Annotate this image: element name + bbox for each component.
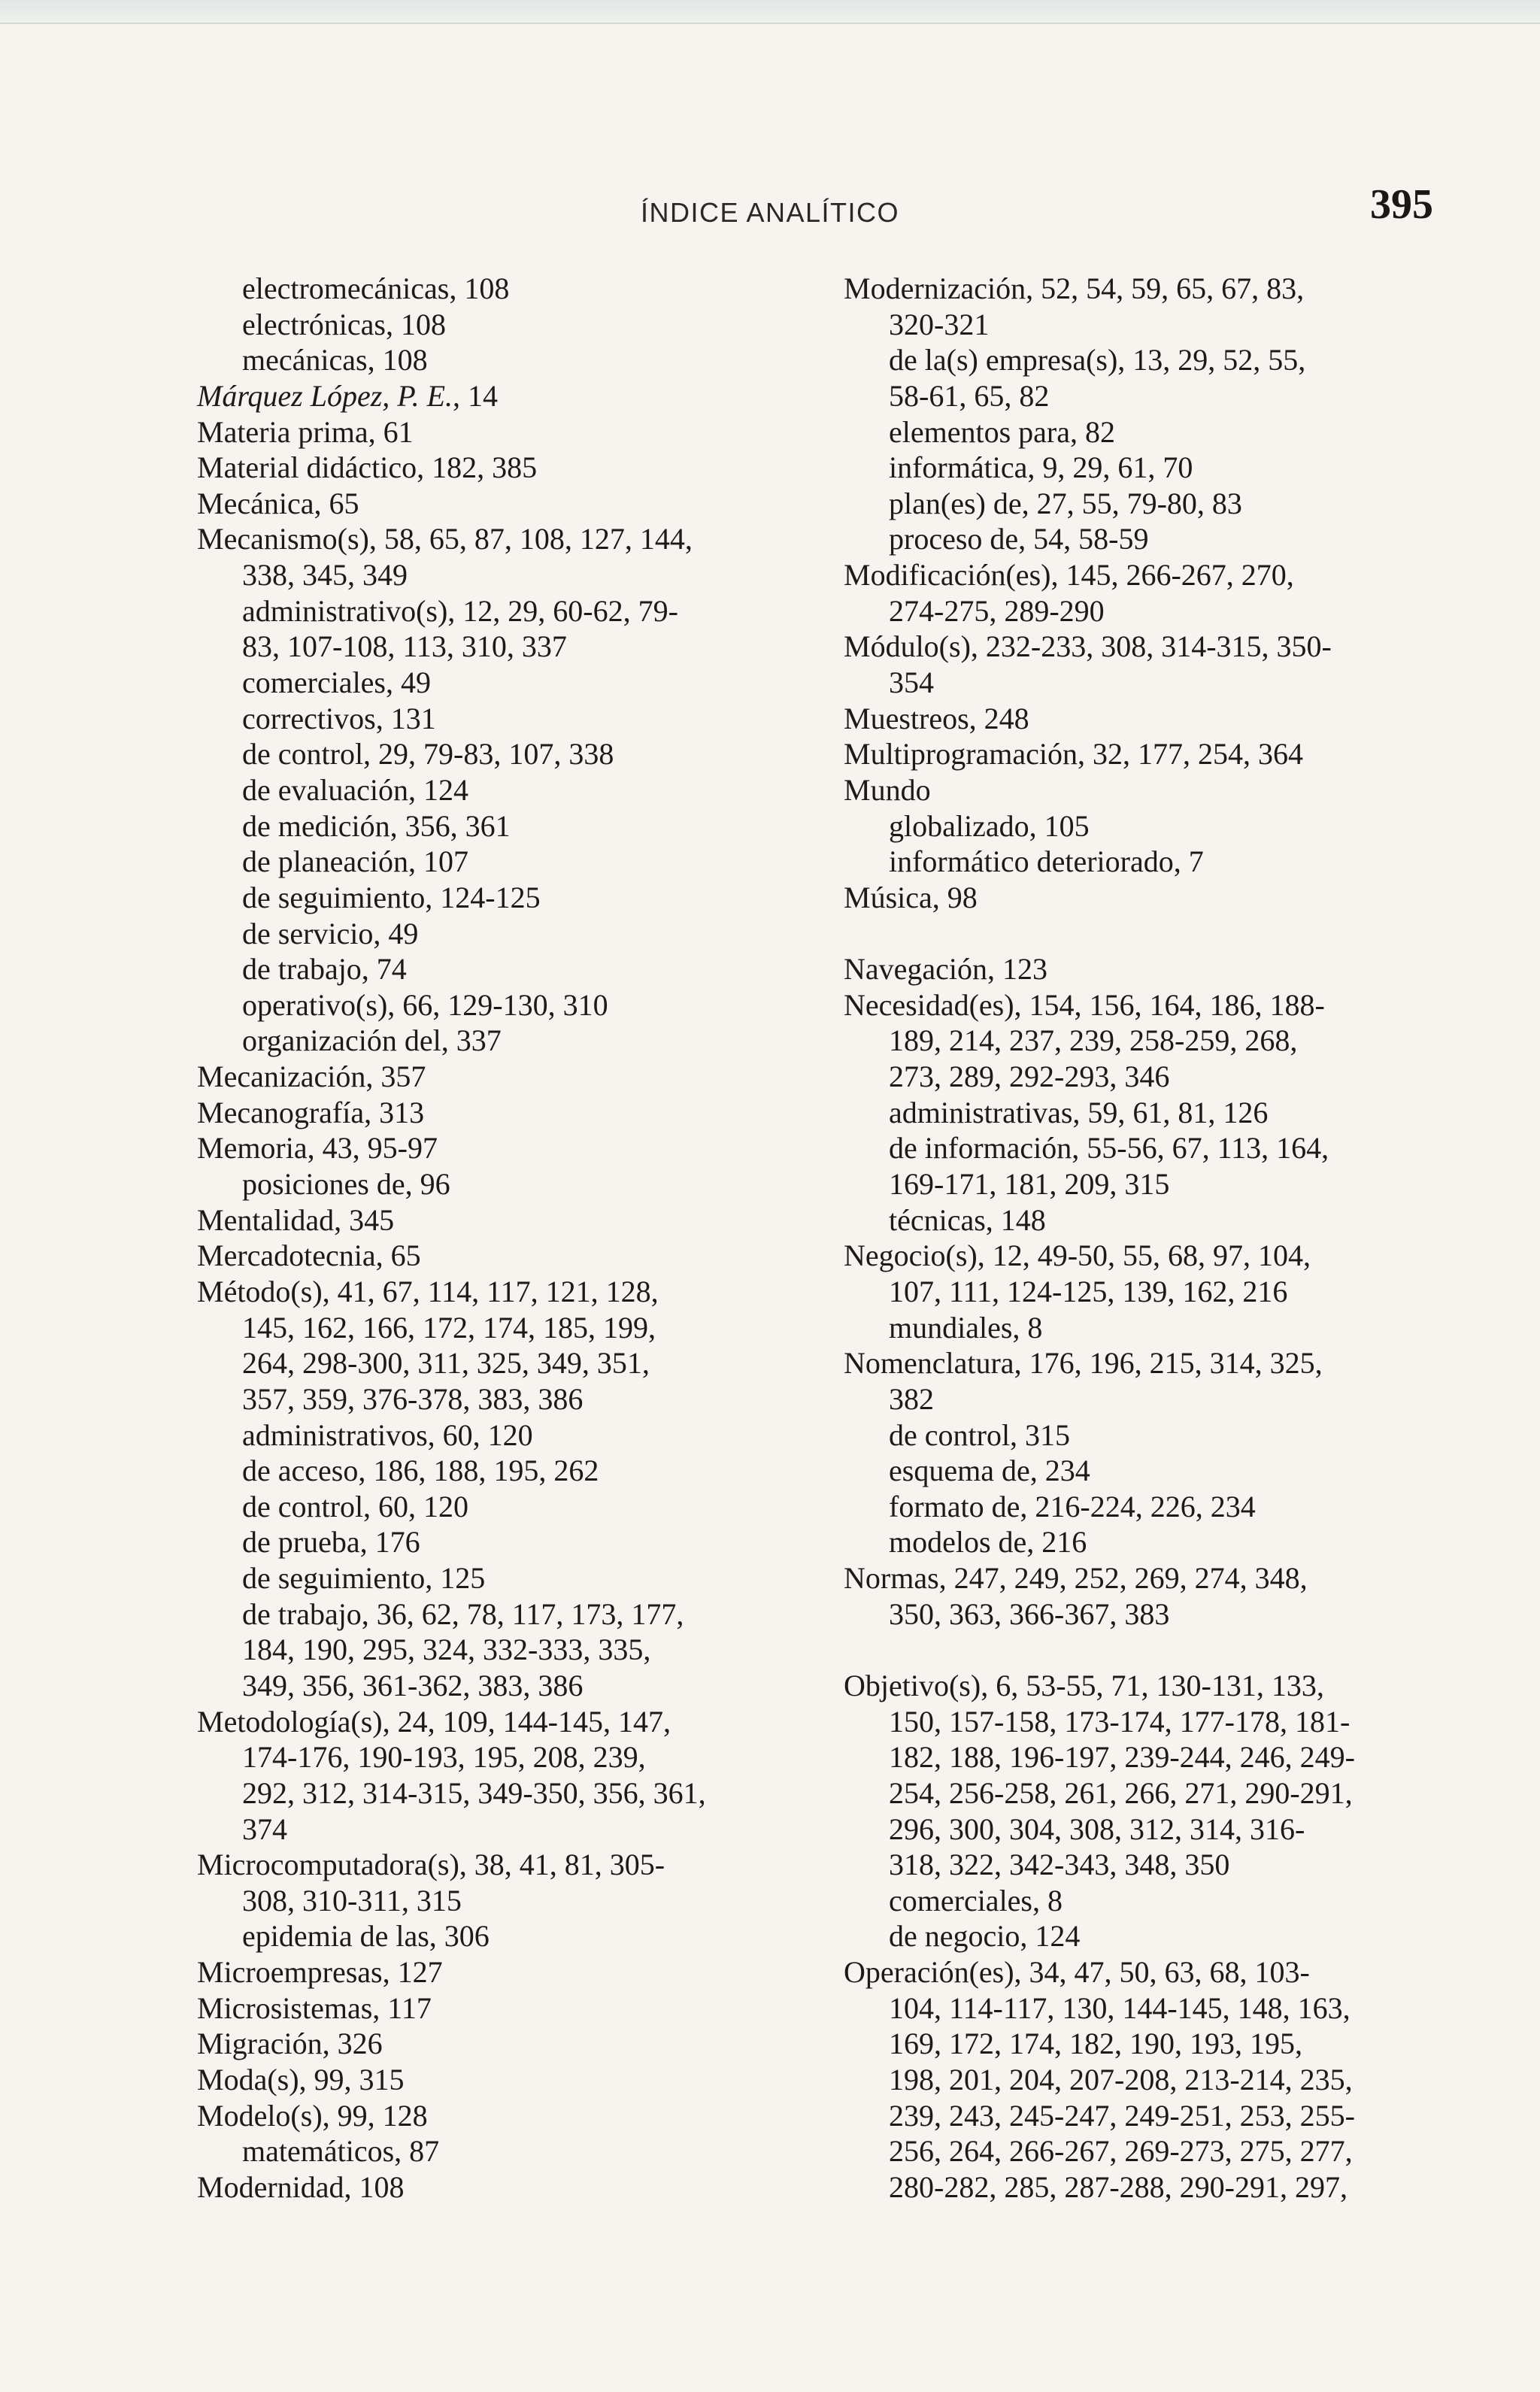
index-subentry: 274-275, 289-290 — [889, 593, 1105, 628]
index-entry: Multiprogramación, 32, 177, 254, 364 — [844, 737, 1304, 772]
index-column-right — [844, 271, 1490, 2206]
index-subentry: de trabajo, 74 — [242, 952, 407, 987]
index-entry: Microcomputadora(s), 38, 41, 81, 305- — [197, 1848, 665, 1882]
index-subentry: administrativo(s), 12, 29, 60-62, 79- — [242, 593, 678, 628]
index-entry: Mercadotecnia, 65 — [197, 1238, 421, 1273]
index-subentry: informático deteriorado, 7 — [889, 844, 1204, 879]
index-subentry: técnicas, 148 — [889, 1202, 1046, 1237]
index-entry: Microempresas, 127 — [197, 1955, 443, 1990]
index-entry: Música, 98 — [844, 880, 978, 914]
index-subentry: 264, 298-300, 311, 325, 349, 351, — [242, 1346, 650, 1381]
index-subentry: operativo(s), 66, 129-130, 310 — [242, 987, 608, 1022]
index-subentry: 254, 256-258, 261, 266, 271, 290-291, — [889, 1775, 1353, 1810]
index-subentry: 104, 114-117, 130, 144-145, 148, 163, — [889, 1990, 1351, 2025]
author-name: Márquez López, P. E. — [197, 378, 453, 413]
index-subentry: 357, 359, 376-378, 383, 386 — [242, 1381, 584, 1416]
index-subentry: administrativas, 59, 61, 81, 126 — [889, 1095, 1269, 1129]
index-subentry: 239, 243, 245-247, 249-251, 253, 255- — [889, 2098, 1355, 2133]
index-subentry: 374 — [242, 1811, 287, 1846]
index-subentry: 292, 312, 314-315, 349-350, 356, 361, — [242, 1775, 706, 1810]
index-subentry: de control, 315 — [889, 1417, 1071, 1452]
index-entry: Memoria, 43, 95-97 — [197, 1131, 438, 1166]
index-subentry: 382 — [889, 1381, 934, 1416]
index-entry: Navegación, 123 — [844, 952, 1048, 987]
index-entry: Migración, 326 — [197, 2027, 383, 2061]
index-subentry: de planeación, 107 — [242, 844, 468, 879]
index-entry: Mundo — [844, 772, 931, 807]
index-entry: Muestreos, 248 — [844, 701, 1029, 735]
index-subentry: 169-171, 181, 209, 315 — [889, 1167, 1170, 1202]
index-subentry: mecánicas, 108 — [242, 343, 428, 377]
index-subentry: 320-321 — [889, 307, 990, 341]
index-subentry: 83, 107-108, 113, 310, 337 — [242, 629, 567, 664]
index-entry: Nomenclatura, 176, 196, 215, 314, 325, — [844, 1346, 1323, 1381]
index-subentry: esquema de, 234 — [889, 1454, 1090, 1488]
index-subentry: de evaluación, 124 — [242, 772, 468, 807]
index-entry: Mecanografía, 313 — [197, 1095, 425, 1129]
index-entry: Objetivo(s), 6, 53-55, 71, 130-131, 133, — [844, 1668, 1324, 1702]
index-subentry: 350, 363, 366-367, 383 — [889, 1596, 1170, 1631]
index-subentry: 256, 264, 266-267, 269-273, 275, 277, — [889, 2134, 1353, 2169]
index-entry: Moda(s), 99, 315 — [197, 2063, 405, 2097]
index-entry: Materia prima, 61 — [197, 414, 414, 449]
index-subentry: 58-61, 65, 82 — [889, 378, 1050, 413]
index-entry: Necesidad(es), 154, 156, 164, 186, 188- — [844, 987, 1325, 1022]
index-entry: Módulo(s), 232-233, 308, 314-315, 350- — [844, 629, 1332, 664]
index-subentry: de la(s) empresa(s), 13, 29, 52, 55, — [889, 343, 1306, 377]
index-entry: Modernidad, 108 — [197, 2169, 405, 2204]
index-subentry: 198, 201, 204, 207-208, 213-214, 235, — [889, 2063, 1353, 2097]
index-subentry: de control, 29, 79-83, 107, 338 — [242, 737, 614, 772]
index-subentry: 338, 345, 349 — [242, 558, 408, 593]
index-subentry: de negocio, 124 — [889, 1919, 1081, 1954]
index-subentry: de control, 60, 120 — [242, 1489, 469, 1523]
index-subentry: de seguimiento, 124-125 — [242, 880, 541, 914]
index-subentry: 150, 157-158, 173-174, 177-178, 181- — [889, 1704, 1351, 1739]
index-subentry: electrónicas, 108 — [242, 307, 446, 341]
index-subentry: de trabajo, 36, 62, 78, 117, 173, 177, — [242, 1596, 684, 1631]
index-subentry: epidemia de las, 306 — [242, 1919, 490, 1954]
scan-top-edge — [0, 0, 1540, 24]
index-subentry: plan(es) de, 27, 55, 79-80, 83 — [889, 486, 1242, 520]
index-entry: Modelo(s), 99, 128 — [197, 2098, 428, 2133]
index-subentry: elementos para, 82 — [889, 414, 1115, 449]
index-entry: Modificación(es), 145, 266-267, 270, — [844, 558, 1294, 593]
index-subentry: 182, 188, 196-197, 239-244, 246, 249- — [889, 1740, 1355, 1775]
index-subentry: mundiales, 8 — [889, 1310, 1043, 1345]
index-entry: Material didáctico, 182, 385 — [197, 450, 538, 485]
index-subentry: globalizado, 105 — [889, 808, 1090, 843]
index-subentry: 174-176, 190-193, 195, 208, 239, — [242, 1740, 646, 1775]
index-subentry: de información, 55-56, 67, 113, 164, — [889, 1131, 1329, 1166]
index-subentry: comerciales, 8 — [889, 1883, 1063, 1918]
index-entry: Negocio(s), 12, 49-50, 55, 68, 97, 104, — [844, 1238, 1311, 1273]
index-entry: Metodología(s), 24, 109, 144-145, 147, — [197, 1704, 671, 1739]
index-subentry: 145, 162, 166, 172, 174, 185, 199, — [242, 1310, 656, 1345]
index-entry: Microsistemas, 117 — [197, 1990, 432, 2025]
index-subentry: 184, 190, 295, 324, 332-333, 335, — [242, 1633, 651, 1667]
index-entry: Método(s), 41, 67, 114, 117, 121, 128, — [197, 1274, 659, 1308]
index-subentry: correctivos, 131 — [242, 701, 436, 735]
index-entry: Modernización, 52, 54, 59, 65, 67, 83, — [844, 271, 1305, 305]
index-subentry: 169, 172, 174, 182, 190, 193, 195, — [889, 2027, 1302, 2061]
index-subentry: proceso de, 54, 58-59 — [889, 522, 1149, 556]
index-entry: Operación(es), 34, 47, 50, 63, 68, 103- — [844, 1955, 1310, 1990]
index-subentry: 107, 111, 124-125, 139, 162, 216 — [889, 1274, 1288, 1308]
index-subentry: organización del, 337 — [242, 1023, 502, 1058]
index-subentry: 189, 214, 237, 239, 258-259, 268, — [889, 1023, 1298, 1058]
index-subentry: de medición, 356, 361 — [242, 808, 511, 843]
index-subentry: formato de, 216-224, 226, 234 — [889, 1489, 1256, 1523]
index-column-left — [197, 271, 844, 2206]
index-subentry: de seguimiento, 125 — [242, 1561, 486, 1596]
index-subentry: 354 — [889, 665, 934, 700]
index-subentry: 349, 356, 361-362, 383, 386 — [242, 1668, 584, 1702]
letter-section-gap — [844, 1632, 1490, 1668]
index-subentry: matemáticos, 87 — [242, 2134, 440, 2169]
index-entry: Normas, 247, 249, 252, 269, 274, 348, — [844, 1561, 1308, 1596]
index-subentry: electromecánicas, 108 — [242, 271, 510, 305]
index-subentry: 273, 289, 292-293, 346 — [889, 1060, 1170, 1094]
index-entry: Mecánica, 65 — [197, 486, 359, 520]
index-subentry: 308, 310-311, 315 — [242, 1883, 462, 1918]
index-entry: Márquez López, P. E., 14 — [197, 378, 498, 413]
letter-section-gap — [844, 916, 1490, 952]
index-subentry: 280-282, 285, 287-288, 290-291, 297, — [889, 2169, 1348, 2204]
index-subentry: de servicio, 49 — [242, 916, 419, 950]
index-subentry: modelos de, 216 — [889, 1525, 1087, 1560]
index-subentry: administrativos, 60, 120 — [242, 1417, 533, 1452]
index-entry: Mentalidad, 345 — [197, 1202, 395, 1237]
index-entry: Mecanismo(s), 58, 65, 87, 108, 127, 144, — [197, 522, 693, 556]
index-subentry: posiciones de, 96 — [242, 1167, 450, 1202]
page-number: 395 — [1370, 181, 1433, 228]
running-title: ÍNDICE ANALÍTICO — [640, 197, 900, 228]
index-subentry: de acceso, 186, 188, 195, 262 — [242, 1454, 599, 1488]
index-entry: Mecanización, 357 — [197, 1060, 426, 1094]
index-subentry: informática, 9, 29, 61, 70 — [889, 450, 1193, 485]
index-subentry: 296, 300, 304, 308, 312, 314, 316- — [889, 1811, 1305, 1846]
index-subentry: de prueba, 176 — [242, 1525, 420, 1560]
index-subentry: comerciales, 49 — [242, 665, 431, 700]
index-subentry: 318, 322, 342-343, 348, 350 — [889, 1848, 1230, 1882]
